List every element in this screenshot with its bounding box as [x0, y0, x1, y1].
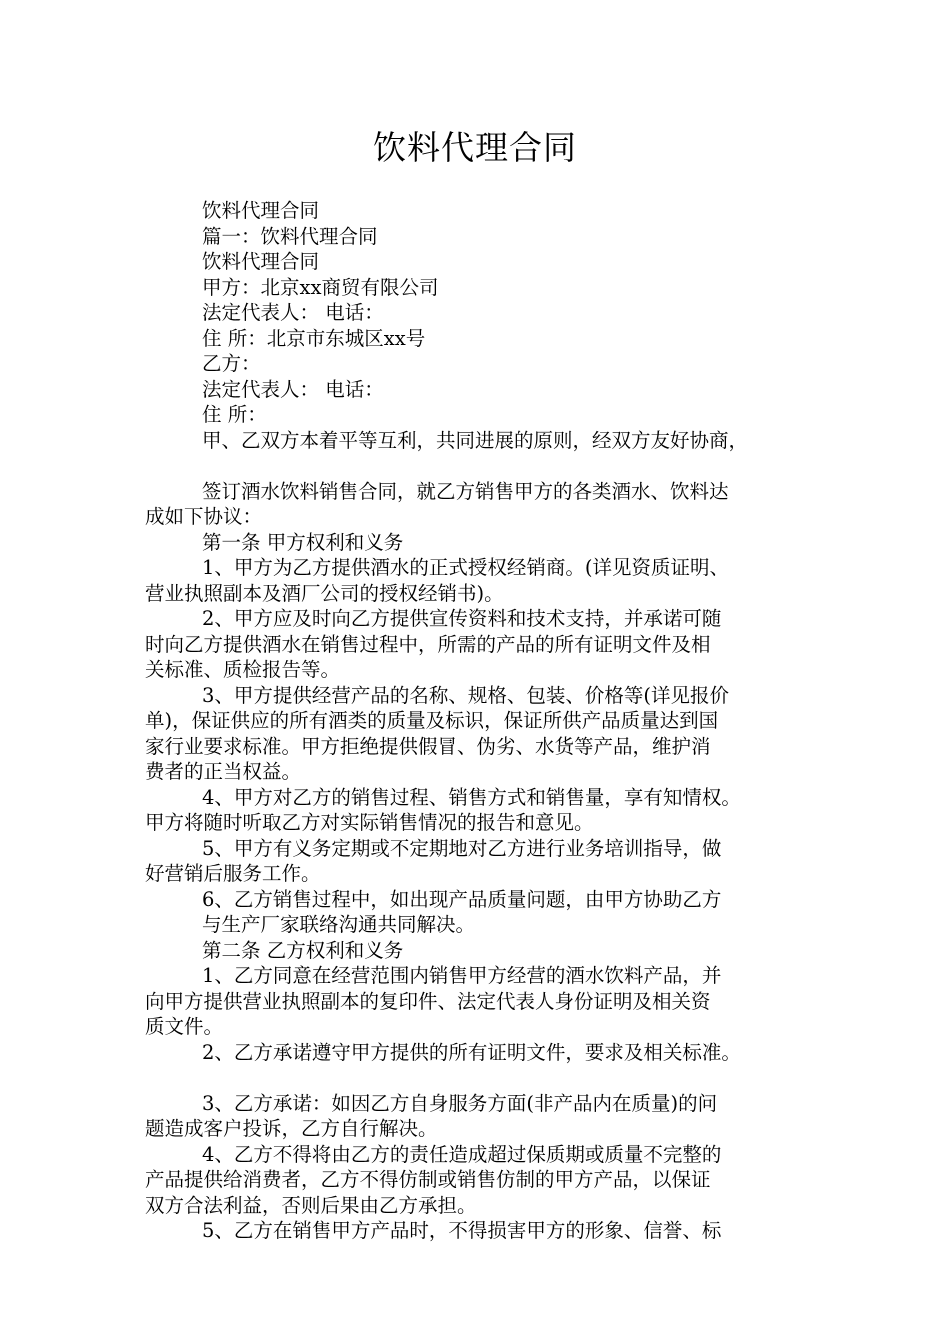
body-line: 饮料代理合同	[202, 250, 320, 273]
body-line: 1、乙方同意在经营范围内销售甲方经营的酒水饮料产品，并	[202, 964, 722, 987]
blank-line	[145, 1065, 825, 1091]
body-line: 1、甲方为乙方提供酒水的正式授权经销商。(详见资质证明、	[202, 556, 730, 579]
body-line: 成如下协议：	[145, 505, 263, 528]
body-line: 双方合法利益，否则后果由乙方承担。	[145, 1193, 477, 1217]
section-heading: 第二条 乙方权利和义务	[202, 938, 404, 962]
body-line: 5、乙方在销售甲方产品时，不得损害甲方的形象、信誉、标	[202, 1219, 722, 1242]
blank-line	[145, 453, 825, 479]
body-line: 好营销后服务工作。	[145, 862, 321, 885]
body-line: 甲方将随时听取乙方对实际销售情况的报告和意见。	[145, 811, 594, 834]
body-line: 质文件。	[145, 1015, 224, 1038]
body-line: 关标准、质检报告等。	[145, 658, 341, 681]
body-line: 法定代表人： 电话：	[202, 301, 384, 324]
body-line: 2、甲方应及时向乙方提供宣传资料和技术支持，并承诺可随	[202, 607, 722, 630]
body-line: 甲、乙双方本着平等互利，共同进展的原则，经双方友好协商，	[202, 428, 749, 452]
section-heading: 第一条 甲方权利和义务	[202, 530, 404, 554]
body-line: 2、乙方承诺遵守甲方提供的所有证明文件，要求及相关标准。	[202, 1040, 741, 1064]
document-title: 饮料代理合同	[373, 128, 577, 167]
body-line: 乙方：	[202, 352, 261, 375]
body-line: 篇一：饮料代理合同	[202, 224, 378, 248]
body-line: 住 所：	[202, 403, 267, 426]
body-line: 与生产厂家联络沟通共同解决。	[202, 913, 476, 936]
body-line: 甲方：北京xx商贸有限公司	[202, 275, 439, 299]
body-line: 6、乙方销售过程中，如出现产品质量问题，由甲方协助乙方	[202, 887, 722, 911]
body-line: 4、甲方对乙方的销售过程、销售方式和销售量，享有知情权。	[202, 785, 741, 809]
document-body	[145, 198, 825, 1244]
body-line: 3、甲方提供经营产品的名称、规格、包装、价格等(详见报价	[202, 683, 730, 707]
body-line: 产品提供给消费者，乙方不得仿制或销售仿制的甲方产品，以保证	[145, 1168, 711, 1191]
body-line: 3、乙方承诺：如因乙方自身服务方面(非产品内在质量)的问	[202, 1091, 718, 1115]
body-line: 家行业要求标准。甲方拒绝提供假冒、伪劣、水货等产品，维护消	[145, 734, 711, 758]
body-line: 住 所：北京市东城区xx号	[202, 326, 426, 350]
body-line: 向甲方提供营业执照副本的复印件、法定代表人身份证明及相关资	[145, 989, 711, 1013]
body-line: 题造成客户投诉，乙方自行解决。	[145, 1117, 438, 1140]
body-line: 法定代表人： 电话：	[202, 377, 384, 401]
body-line: 营业执照副本及酒厂公司的授权经销书)。	[145, 581, 504, 605]
body-line: 时向乙方提供酒水在销售过程中，所需的产品的所有证明文件及相	[145, 632, 711, 656]
body-line: 饮料代理合同	[202, 199, 320, 222]
body-line: 4、乙方不得将由乙方的责任造成超过保质期或质量不完整的	[202, 1142, 722, 1166]
body-line: 费者的正当权益。	[145, 760, 302, 783]
body-line: 签订酒水饮料销售合同，就乙方销售甲方的各类酒水、饮料达	[202, 479, 729, 503]
body-line: 单)，保证供应的所有酒类的质量及标识，保证所供产品质量达到国	[145, 709, 719, 732]
body-line: 5、甲方有义务定期或不定期地对乙方进行业务培训指导，做	[202, 836, 722, 860]
